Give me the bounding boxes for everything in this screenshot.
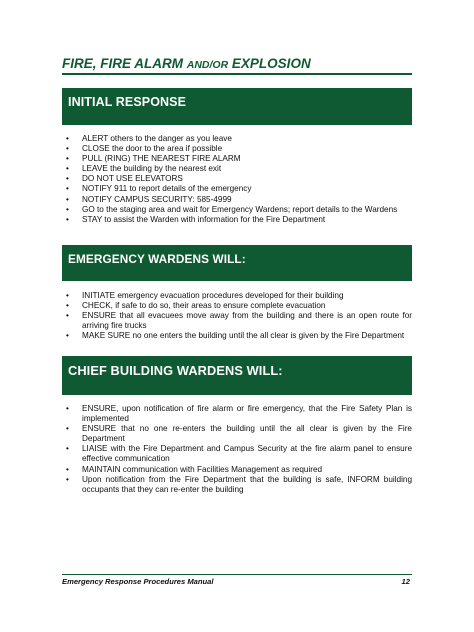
list-item — [62, 164, 412, 174]
bullet-icon: • — [66, 154, 69, 164]
list-item — [62, 291, 412, 301]
footer-page-number: 12 — [401, 577, 410, 586]
bullet-icon: • — [66, 134, 69, 143]
list-item — [62, 205, 412, 215]
bullet-icon: • — [66, 404, 69, 413]
list-item — [62, 195, 412, 205]
list-item-text: CLOSE the door to the area if possible — [82, 144, 223, 154]
bullet-icon: • — [66, 424, 69, 434]
list-item — [62, 331, 412, 341]
list-item — [62, 475, 412, 495]
bullet-icon: • — [66, 444, 69, 454]
bullet-icon: • — [66, 194, 69, 204]
bullet-icon: • — [66, 164, 69, 174]
bullet-icon: • — [66, 174, 69, 184]
list-item-text: MAINTAIN communication with Facilities Management as required — [82, 464, 323, 474]
page-title — [62, 56, 311, 71]
list-item-text: PULL (RING) THE NEAREST FIRE ALARM — [82, 154, 241, 164]
list-item — [62, 174, 412, 184]
bullet-icon: • — [66, 204, 69, 214]
list-item-text: LIAISE with the Fire Department and Campus Security at the fire alarm panel to ensure effective communication — [82, 444, 412, 464]
list-item-text: ENSURE that no one re-enters the building until the all clear is given by the Fire Department — [82, 424, 412, 444]
section-heading: EMERGENCY WARDENS WILL: — [68, 252, 246, 266]
list-item — [62, 184, 412, 194]
list-item-text: DO NOT USE ELEVATORS — [82, 174, 183, 184]
initial-response-list — [62, 134, 412, 225]
bullet-icon: • — [66, 291, 69, 300]
list-item-text: LEAVE the building by the nearest exit — [82, 164, 222, 174]
list-item-text: Upon notification from the Fire Department that the building is safe, INFORM building occupants that they can re-enter the building — [82, 474, 412, 494]
list-item — [62, 144, 412, 154]
bullet-icon: • — [66, 331, 69, 341]
footer-divider — [62, 574, 412, 575]
list-item — [62, 444, 412, 464]
list-item — [62, 134, 412, 144]
section-heading: INITIAL RESPONSE — [68, 95, 187, 109]
bullet-icon: • — [66, 184, 69, 194]
list-item-text: NOTIFY CAMPUS SECURITY: 585-4999 — [82, 194, 232, 204]
list-item-text: CHECK, if safe to do so, their areas to ensure complete evacuation — [82, 301, 326, 311]
bullet-icon: • — [66, 464, 69, 474]
list-item — [62, 215, 412, 225]
list-item-text: NOTIFY 911 to report details of the emergency — [82, 184, 252, 194]
bullet-icon: • — [66, 214, 69, 224]
list-item-text: MAKE SURE no one enters the building until the all clear is given by the Fire Department — [82, 331, 405, 341]
bullet-icon: • — [66, 474, 69, 484]
emergency-wardens-list — [62, 291, 412, 341]
section-header-emergency-wardens — [62, 245, 412, 281]
section-heading: CHIEF BUILDING WARDENS WILL: — [68, 363, 283, 378]
title-part-3: EXPLOSION — [228, 56, 311, 71]
list-item — [62, 301, 412, 311]
bullet-icon: • — [66, 311, 69, 321]
list-item-text: ALERT others to the danger as you leave — [82, 134, 232, 143]
list-item-text: INITIATE emergency evacuation procedures developed for their building — [82, 291, 344, 300]
bullet-icon: • — [66, 301, 69, 311]
title-part-1: FIRE, FIRE ALARM — [62, 56, 187, 71]
list-item — [62, 404, 412, 424]
list-item — [62, 311, 412, 331]
list-item — [62, 465, 412, 475]
section-header-initial-response — [62, 88, 412, 125]
list-item-text: ENSURE that all evacuees move away from the building and there is an open route for arriving fire trucks — [82, 311, 412, 331]
section-header-chief-building-wardens — [62, 356, 412, 395]
list-item — [62, 424, 412, 444]
list-item-text: ENSURE, upon notification of fire alarm or fire emergency, that the Fire Safety Plan is implemented — [82, 404, 412, 424]
list-item-text: STAY to assist the Warden with information for the Fire Department — [82, 214, 326, 224]
footer-manual-title: Emergency Response Procedures Manual — [62, 577, 214, 586]
bullet-icon: • — [66, 144, 69, 154]
title-part-2: AND/OR — [186, 59, 229, 71]
chief-building-wardens-list — [62, 404, 412, 495]
title-divider — [62, 73, 412, 75]
list-item — [62, 154, 412, 164]
list-item-text: GO to the staging area and wait for Emergency Wardens; report details to the Wardens — [82, 204, 398, 214]
